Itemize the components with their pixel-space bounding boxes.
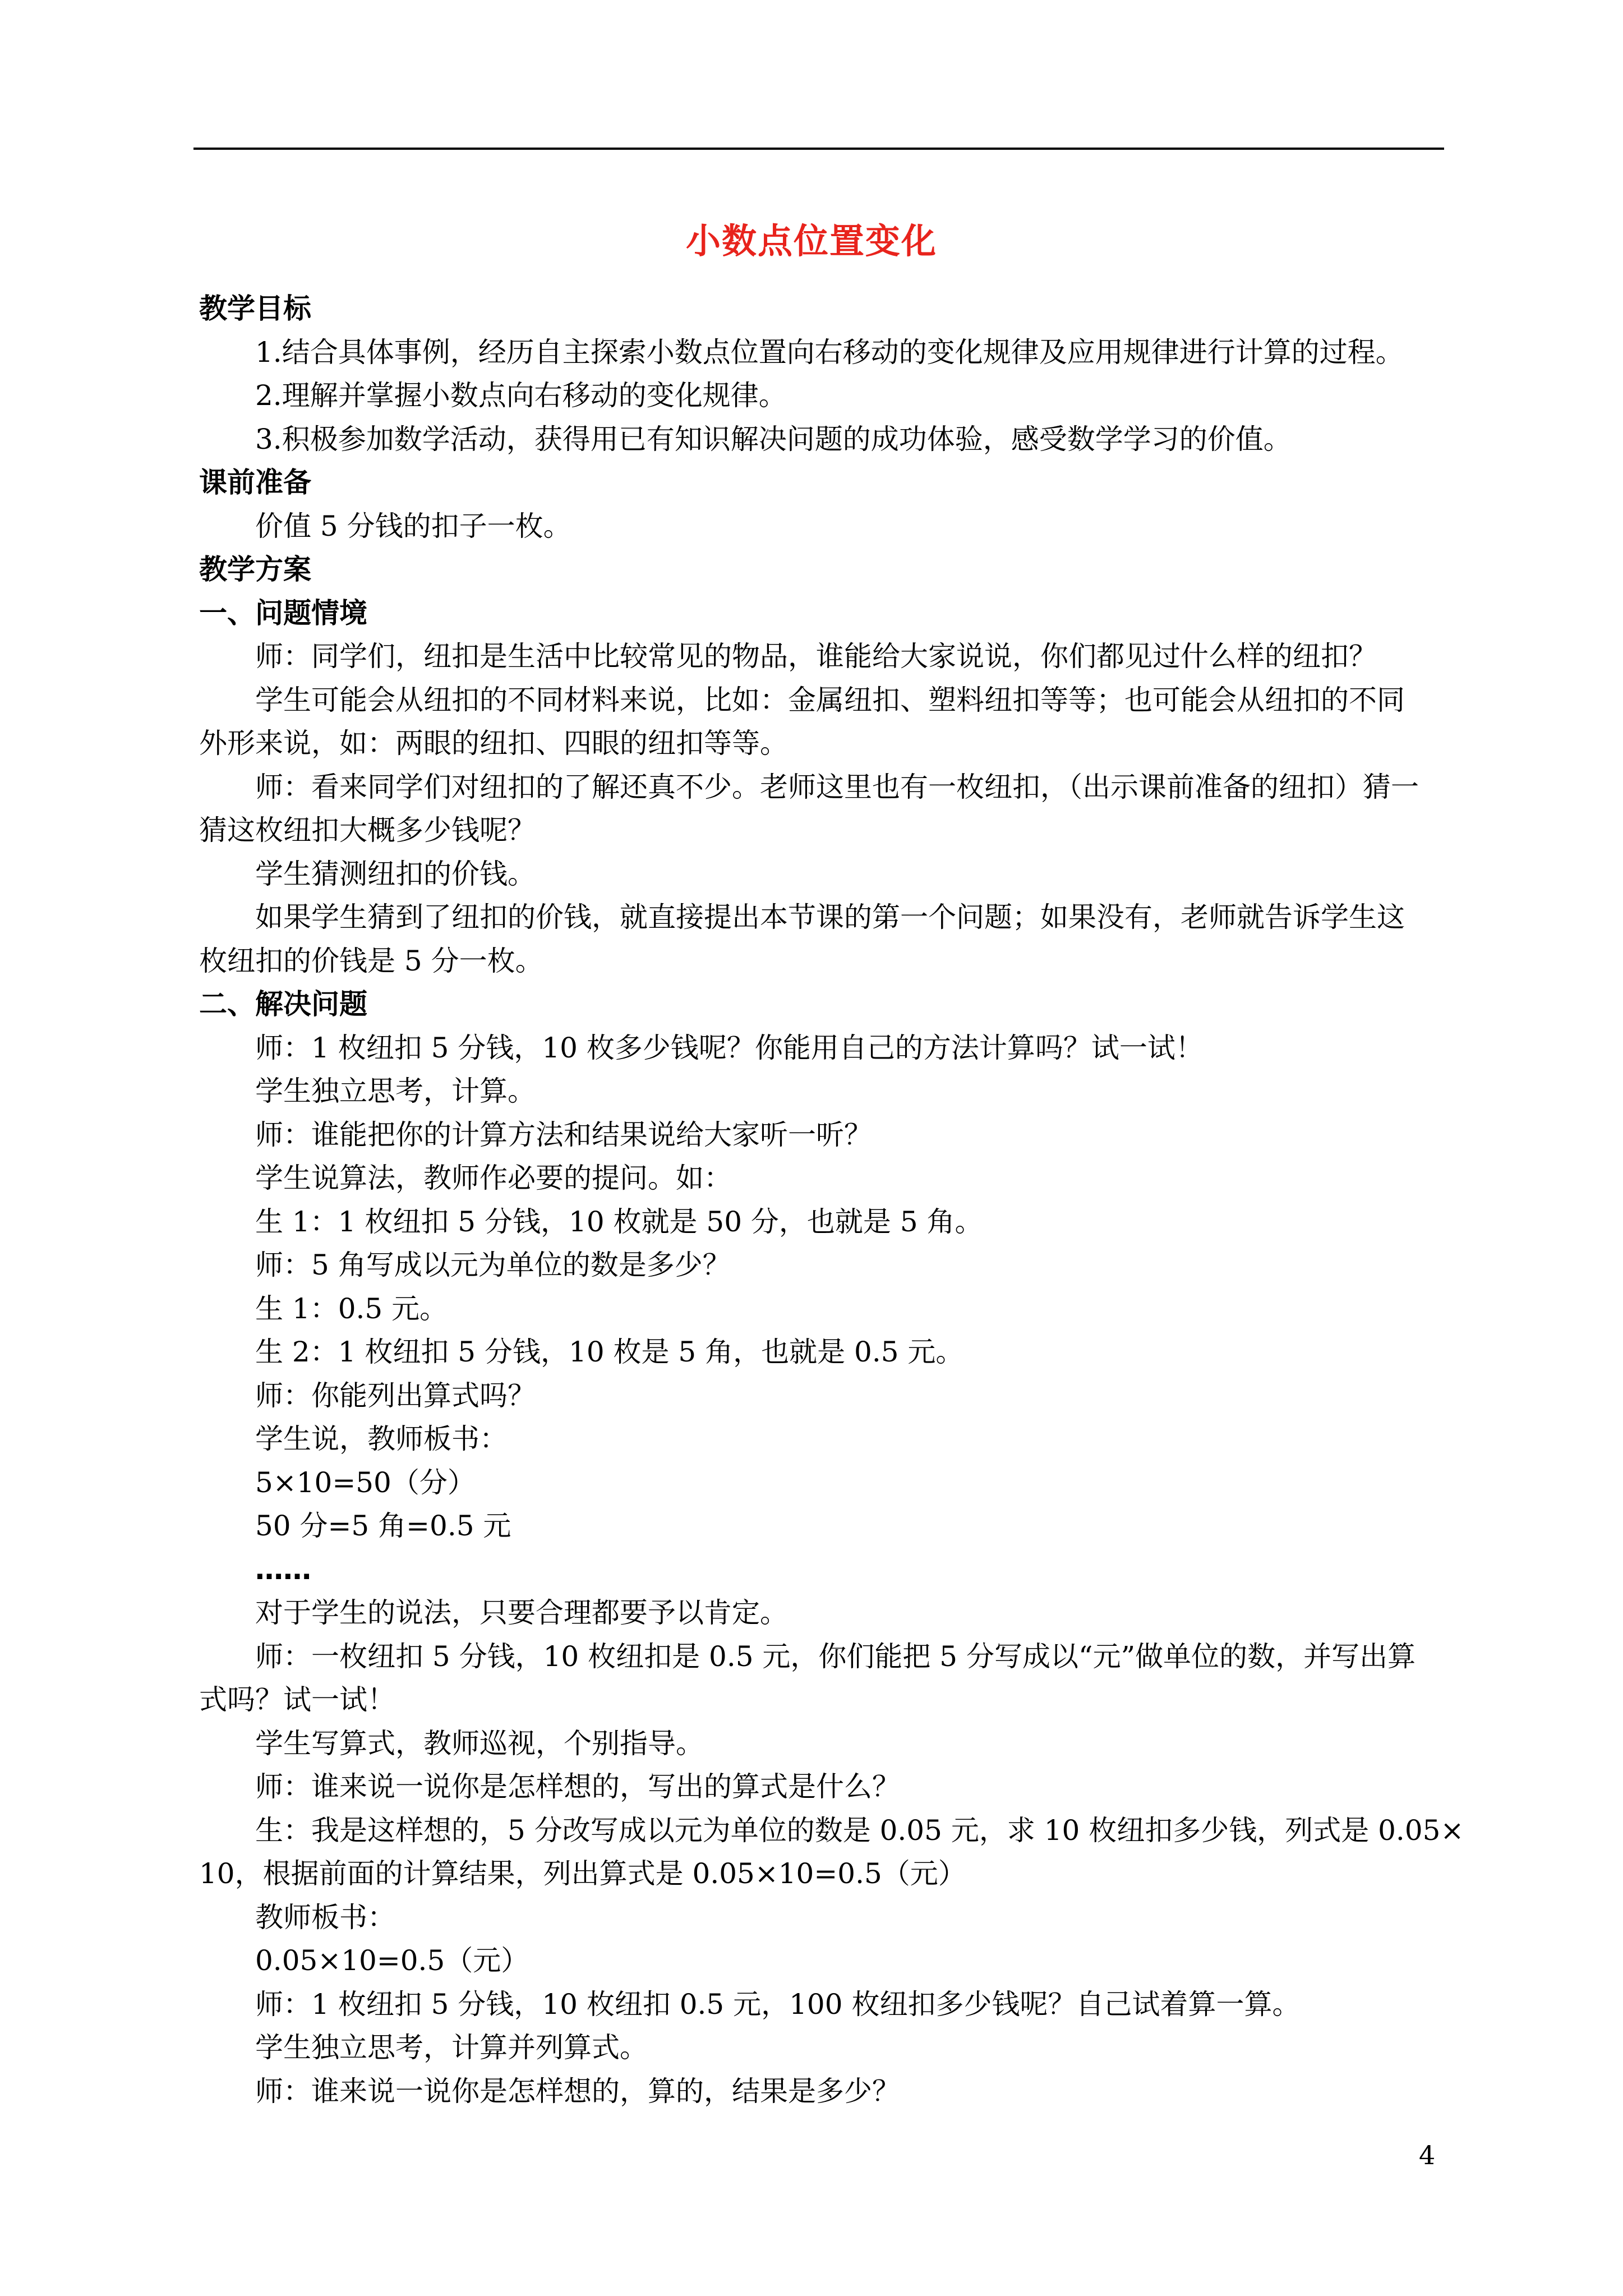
continuation-line: 式吗？试一试！ [199,1683,395,1716]
paragraph-line: 学生独立思考，计算。 [255,1075,536,1107]
paragraph-line: 师：1 枚纽扣 5 分钱，10 枚纽扣 0.5 元，100 枚纽扣多少钱呢？自己试着算一算。 [255,1987,1301,2021]
paragraph-line: 学生可能会从纽扣的不同材料来说，比如：金属纽扣、塑料纽扣等等；也可能会从纽扣的不同 [255,683,1405,716]
paragraph-line: 对于学生的说法，只要合理都要予以肯定。 [255,1596,788,1629]
paragraph-line: 生 2：1 枚纽扣 5 分钱，10 枚是 5 角，也就是 0.5 元。 [255,1336,964,1368]
paragraph-line: 师：同学们，纽扣是生活中比较常见的物品，谁能给大家说说，你们都见过什么样的纽扣？ [255,640,1377,673]
header-rule [193,148,1444,150]
paragraph-line: 师：谁来说一说你是怎样想的，写出的算式是什么？ [255,1770,900,1803]
paragraph-line: 学生说算法，教师作必要的提问。如： [255,1162,732,1194]
paragraph-line: 师：看来同学们对纽扣的了解还真不少。老师这里也有一枚纽扣，（出示课前准备的纽扣）猜一 [255,770,1419,803]
paragraph-line: 5×10=50（分） [255,1466,476,1499]
paragraph-line: 1.结合具体事例，经历自主探索小数点位置向右移动的变化规律及应用规律进行计算的过程。 [255,335,1404,369]
paragraph-line: 师：1 枚纽扣 5 分钱，10 枚多少钱呢？你能用自己的方法计算吗？试一试！ [255,1031,1204,1064]
paragraph-line: 学生猜测纽扣的价钱。 [255,857,536,890]
paragraph-line: 教师板书： [255,1901,395,1934]
paragraph-line: 价值 5 分钱的扣子一枚。 [255,509,571,542]
paragraph-line: 学生独立思考，计算并列算式。 [255,2031,648,2064]
section-heading: 二、解决问题 [199,988,367,1020]
paragraph-line: 2.理解并掌握小数点向右移动的变化规律。 [255,379,787,412]
section-heading: 教学方案 [199,553,311,586]
paragraph-line: 如果学生猜到了纽扣的价钱，就直接提出本节课的第一个问题；如果没有，老师就告诉学生这 [255,901,1405,933]
continuation-line: 枚纽扣的价钱是 5 分一枚。 [199,944,543,977]
continuation-line: 外形来说，如：两眼的纽扣、四眼的纽扣等等。 [199,727,788,760]
section-heading: 一、问题情境 [199,596,367,629]
section-heading: 课前准备 [199,466,311,499]
paragraph-line: 3.积极参加数学活动，获得用已有知识解决问题的成功体验，感受数学学习的价值。 [255,422,1292,455]
paragraph-line: 师：你能列出算式吗？ [255,1379,536,1412]
paragraph-line: 50 分=5 角=0.5 元 [255,1510,511,1542]
paragraph-line: 生 1：0.5 元。 [255,1292,448,1325]
continuation-line: 10，根据前面的计算结果，列出算式是 0.05×10=0.5（元） [199,1857,966,1890]
paragraph-line: 师：谁能把你的计算方法和结果说给大家听一听？ [255,1118,872,1151]
paragraph-line: 师：谁来说一说你是怎样想的，算的，结果是多少？ [255,2074,900,2108]
paragraph-line: 师：5 角写成以元为单位的数是多少？ [255,1249,731,1281]
continuation-line: 猜这枚纽扣大概多少钱呢？ [199,814,536,846]
paragraph-line: 学生写算式，教师巡视，个别指导。 [255,1727,704,1760]
page-number: 4 [1419,2140,1436,2170]
document-title: 小数点位置变化 [685,220,937,261]
paragraph-line: 生：我是这样想的，5 分改写成以元为单位的数是 0.05 元，求 10 枚纽扣多少钱，列式是 0.05× [255,1814,1464,1847]
paragraph-line: 师：一枚纽扣 5 分钱，10 枚纽扣是 0.5 元，你们能把 5 分写成以“元”做单位的数，并写出算 [255,1640,1416,1673]
ellipsis-line: …… [255,1553,311,1586]
document-body [199,287,1464,2113]
paragraph-line: 生 1：1 枚纽扣 5 分钱，10 枚就是 50 分，也就是 5 角。 [255,1205,983,1238]
section-heading: 教学目标 [199,292,311,325]
paragraph-line: 学生说，教师板书： [255,1423,508,1455]
paragraph-line: 0.05×10=0.5（元） [255,1944,529,1977]
